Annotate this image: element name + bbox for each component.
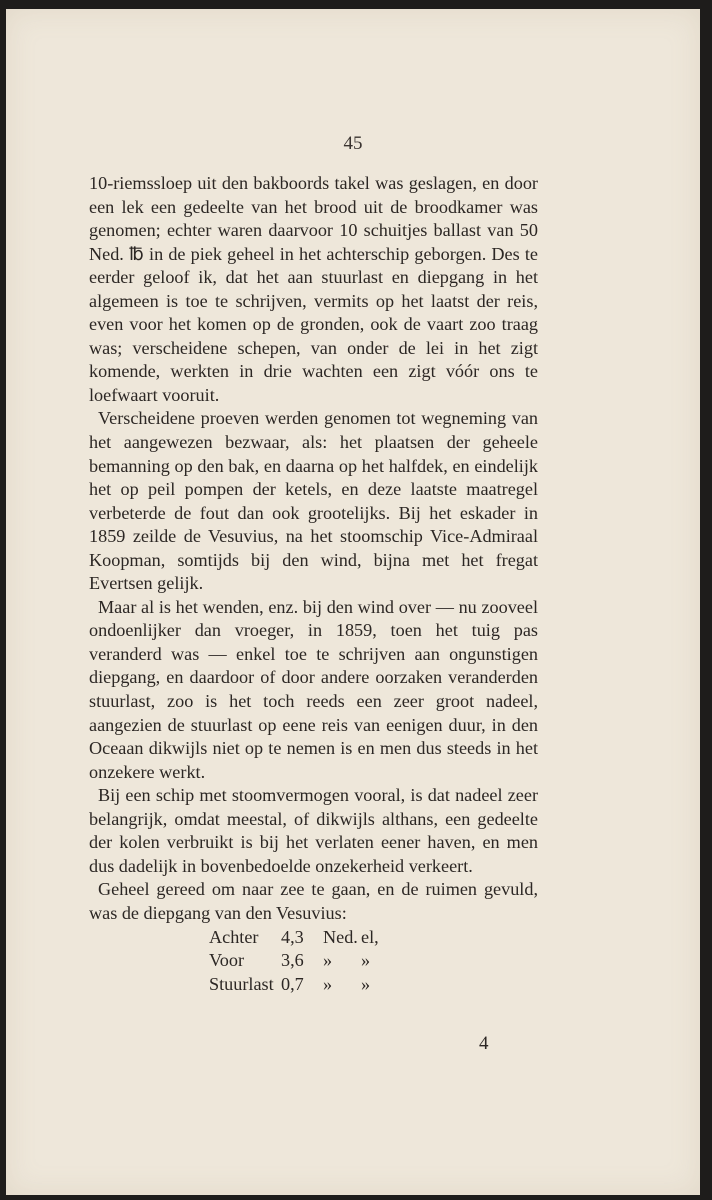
paragraph-5: Geheel gereed om naar zee te gaan, en de ruimen gevuld, was de diepgang van den Vesuvius: (89, 879, 538, 923)
page-number: 45 (343, 133, 363, 154)
row-value: 4,3 (281, 926, 304, 947)
row-value: 0,7 (281, 973, 304, 994)
body-text (89, 172, 538, 996)
table-row (209, 973, 538, 997)
row-unit2: » (361, 950, 371, 971)
paragraph-4: Bij een schip met stoomvermogen vooral, is dat nadeel zeer belangrijk, omdat meestal, of dikwijls althans, een gedeelte der kolen verbruikt is bij het verlaten eener haven, en men dus dadelijk in bovenbedoelde onzekerheid verkeert. (89, 785, 538, 876)
paragraph-3: Maar al is het wenden, enz. bij den wind over — nu zooveel ondoenlijker dan vroeger, in 1859, toen het tuig pas veranderd was — enkel toe te schrijven aan ongunstigen diepgang, en daardoor of door andere oorzaken veranderden stuurlast, zoo is het toch reeds een zeer groot nadeel, aangezien de stuurlast op eene reis van eenigen duur, in den Oceaan dikwijls niet op te nemen is en men dus steeds in het onzekere werkt. (89, 596, 538, 782)
table-row (209, 926, 538, 950)
row-unit: Ned. (323, 926, 358, 947)
paragraph-2: Verscheidene proeven werden genomen tot wegneming van het aangewezen bezwaar, als: het plaatsen der geheele bemanning op den bak, en daarna op het halfdek, en eindelijk het op peil pompen der ketels, en deze laatste maatregel verbeterde de fout dan ook grootelijks. Bij het eskader in 1859 zeilde de Vesuvius, na het stoomschip Vice-Admiraal Koopman, somtijds bij den wind, bijna met het fregat Evertsen gelijk. (89, 408, 538, 594)
draught-table (209, 926, 538, 997)
row-unit: » (323, 973, 333, 994)
paragraph-1: 10-riemssloep uit den bakboords takel was geslagen, en door een lek een gedeelte van het brood uit de broodkamer was genomen; echter waren daarvoor 10 schuitjes ballast van 50 Ned. ℔ in de piek geheel in het achterschip geborgen. Des te eerder geloof ik, dat het aan stuurlast en diepgang in het algemeen is toe te schrijven, vermits op het laatst der reis, even voor het komen op de gronden, ook de vaart zoo traag was; verscheidene schepen, van onder de lei in het zigt komende, werkten in drie wachten een zigt vóór ons te loefwaart vooruit. (89, 173, 538, 405)
row-unit: » (323, 950, 333, 971)
row-label: Voor (209, 950, 245, 971)
row-unit2: el, (361, 926, 379, 947)
book-page (6, 9, 700, 1195)
row-label: Achter (209, 926, 259, 947)
signature-mark: 4 (479, 1033, 489, 1054)
row-value: 3,6 (281, 950, 304, 971)
row-label: Stuurlast (209, 973, 274, 994)
row-unit2: » (361, 973, 371, 994)
table-row (209, 949, 538, 973)
